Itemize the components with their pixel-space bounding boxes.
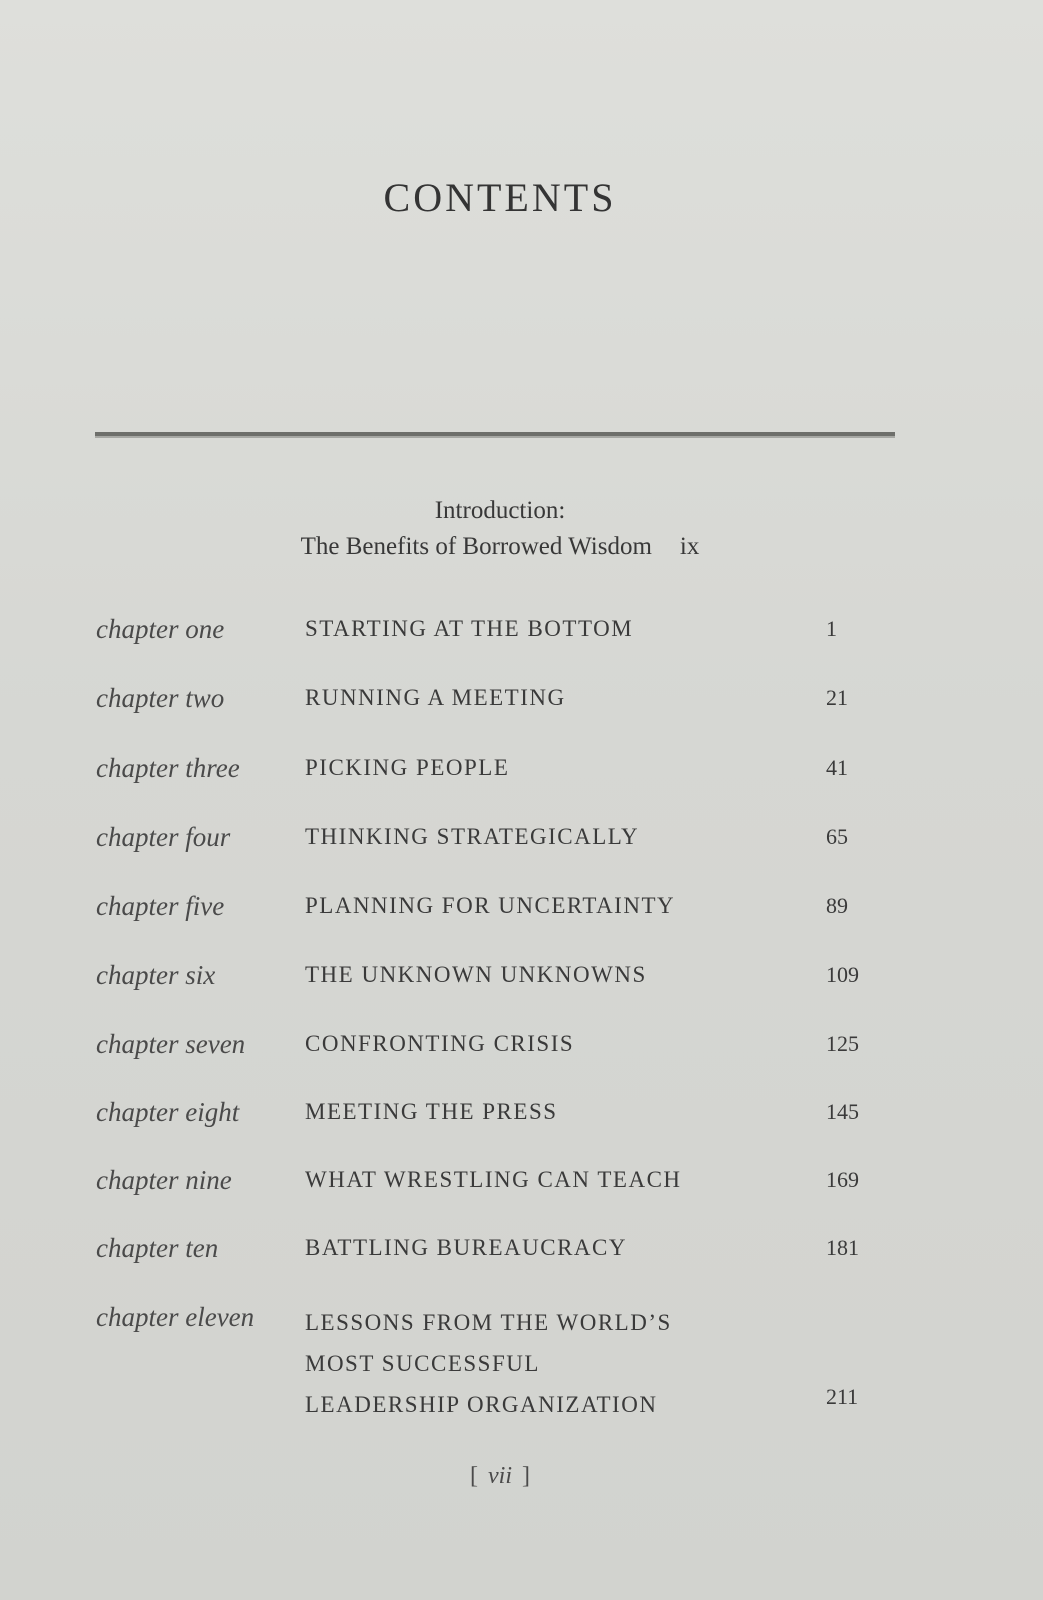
folio-open-bracket: [ (470, 1463, 478, 1489)
introduction-title-line (0, 529, 1000, 565)
chapter-page-number: 181 (826, 1235, 859, 1260)
chapter-label: chapter eight (96, 1097, 240, 1127)
chapter-label: chapter ten (96, 1233, 219, 1263)
chapter-page-number: 145 (826, 1099, 859, 1124)
chapter-label: chapter two (96, 683, 225, 713)
introduction-label: Introduction: (434, 497, 566, 524)
chapter-title-line: LESSONS FROM THE WORLD’S (305, 1310, 672, 1335)
chapter-entry-5 (0, 891, 1043, 931)
folio-number: vii (488, 1463, 512, 1489)
chapter-entry-7 (0, 1029, 1043, 1069)
chapter-title: PLANNING FOR UNCERTAINTY (305, 893, 676, 918)
chapter-label: chapter eleven (96, 1302, 255, 1332)
chapter-entry-6 (0, 960, 1043, 1000)
chapter-page-number: 1 (826, 616, 837, 641)
chapter-entry-4 (0, 822, 1043, 862)
chapter-label: chapter six (96, 960, 216, 990)
chapter-title-line: MOST SUCCESSFUL (305, 1351, 540, 1376)
chapter-title: PICKING PEOPLE (305, 755, 510, 780)
chapter-label: chapter five (96, 891, 225, 921)
introduction-title: The Benefits of Borrowed Wisdom (300, 533, 652, 560)
chapter-entry-10 (0, 1233, 1043, 1273)
chapter-page-number: 41 (826, 755, 848, 780)
introduction-page-number: ix (679, 533, 700, 560)
chapter-title: BATTLING BUREAUCRACY (305, 1235, 627, 1260)
chapter-title: RUNNING A MEETING (305, 685, 566, 710)
chapter-entry-8 (0, 1097, 1043, 1137)
divider-rule (95, 432, 895, 436)
chapter-title-line: LEADERSHIP ORGANIZATION (305, 1392, 658, 1417)
chapter-title: THE UNKNOWN UNKNOWNS (305, 962, 647, 987)
chapter-page-number: 169 (826, 1167, 859, 1192)
chapter-label: chapter seven (96, 1029, 246, 1059)
chapter-label: chapter nine (96, 1165, 232, 1195)
page-title: CONTENTS (383, 175, 617, 220)
chapter-page-number: 89 (826, 893, 848, 918)
chapter-title: CONFRONTING CRISIS (305, 1031, 575, 1056)
chapter-entry-1 (0, 614, 1043, 654)
chapter-label: chapter four (96, 822, 231, 852)
chapter-page-number: 109 (826, 962, 859, 987)
chapter-title (305, 1302, 672, 1425)
chapter-title: MEETING THE PRESS (305, 1099, 558, 1124)
chapter-label: chapter one (96, 614, 225, 644)
chapter-page-number: 211 (826, 1384, 859, 1409)
chapter-page-number: 65 (826, 824, 848, 849)
chapter-entry-2 (0, 683, 1043, 723)
chapter-entry-9 (0, 1165, 1043, 1205)
chapter-entry-11 (0, 1302, 1043, 1432)
chapter-title: WHAT WRESTLING CAN TEACH (305, 1167, 682, 1192)
chapter-label: chapter three (96, 753, 240, 783)
introduction-entry (0, 493, 1000, 565)
chapter-title: STARTING AT THE BOTTOM (305, 616, 634, 641)
page-folio (0, 1463, 1000, 1490)
chapter-page-number: 125 (826, 1031, 859, 1056)
chapter-entry-3 (0, 753, 1043, 793)
chapter-page-number: 21 (826, 685, 848, 710)
chapter-title: THINKING STRATEGICALLY (305, 824, 640, 849)
folio-close-bracket: ] (522, 1463, 530, 1489)
